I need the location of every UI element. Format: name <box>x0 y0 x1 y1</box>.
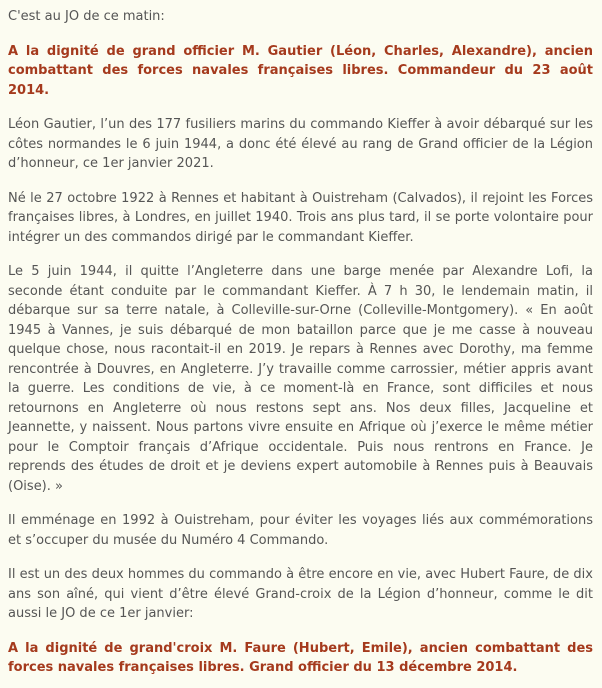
intro-line: C'est au JO de ce matin: <box>8 9 165 24</box>
bio-paragraph-hubert-faure: Il est un des deux hommes du commando à être encore en vie, avec Hubert Faure, de dix ans son aîné, qui vient d’être élevé Grand-croix de la Légion d’honneur, comme le dit aussi le JO de ce 1er janvier: <box>8 567 593 621</box>
jo-decree-faure: A la dignité de grand'croix M. Faure (Hubert, Emile), ancien combattant des forces navales françaises libres. Grand officier du 13 décembre 2014. <box>8 640 593 675</box>
bio-paragraph-promotion: Léon Gautier, l’un des 177 fusiliers marins du commando Kieffer à avoir débarqué sur les côtes normandes le 6 juin 1944, a donc été élevé au rang de Grand officier de la Légion d’honneur, ce 1er janvier 2021. <box>8 117 593 171</box>
bio-paragraph-ouistreham: Il emménage en 1992 à Ouistreham, pour éviter les voyages liés aux commémorations et s’occuper du musée du Numéro 4 Commando. <box>8 513 593 548</box>
bio-paragraph-youth: Né le 27 octobre 1922 à Rennes et habitant à Ouistreham (Calvados), il rejoint les Forces françaises libres, à Londres, en juillet 1940. Trois ans plus tard, il se porte volontaire pour intégrer un des commandos dirigé par le commandant Kieffer. <box>8 190 593 245</box>
jo-decree-gautier: A la dignité de grand officier M. Gautier (Léon, Charles, Alexandre), ancien combattant des forces navales françaises libres. Commandeur du 23 août 2014. <box>8 43 593 98</box>
bio-paragraph-dday-quote: Le 5 juin 1944, il quitte l’Angleterre dans une barge menée par Alexandre Lofi, la seconde étant conduite par le commandant Kieffer. À 7 h 30, le lendemain matin, il débarque sur sa terre natale, à Colleville-sur-Orne (Colleville-Montgomery). « En août 1945 à Vannes, je suis débarqué de mon bataillon parce que je me casse à nouveau quelque chose, nous racontait-il en 2019. Je repars à Rennes avec Dorothy, ma femme rencontrée à Douvres, en Angleterre. J’y travaille comme carrossier, métier appris avant la guerre. Les conditions de vie, à ce moment-là en France, sont difficiles et nous retournons en Angleterre où nous restons sept ans. Nos deux filles, Jacqueline et Jeannette, y naissent. Nous partons vivre ensuite en Afrique où j’exerce le même métier pour le Comptoir français d’Afrique occidentale. Puis nous rentrons en France. Je reprends des études de droit et je deviens expert automobile à Rennes puis à Beauvais (Oise). » <box>8 264 593 494</box>
